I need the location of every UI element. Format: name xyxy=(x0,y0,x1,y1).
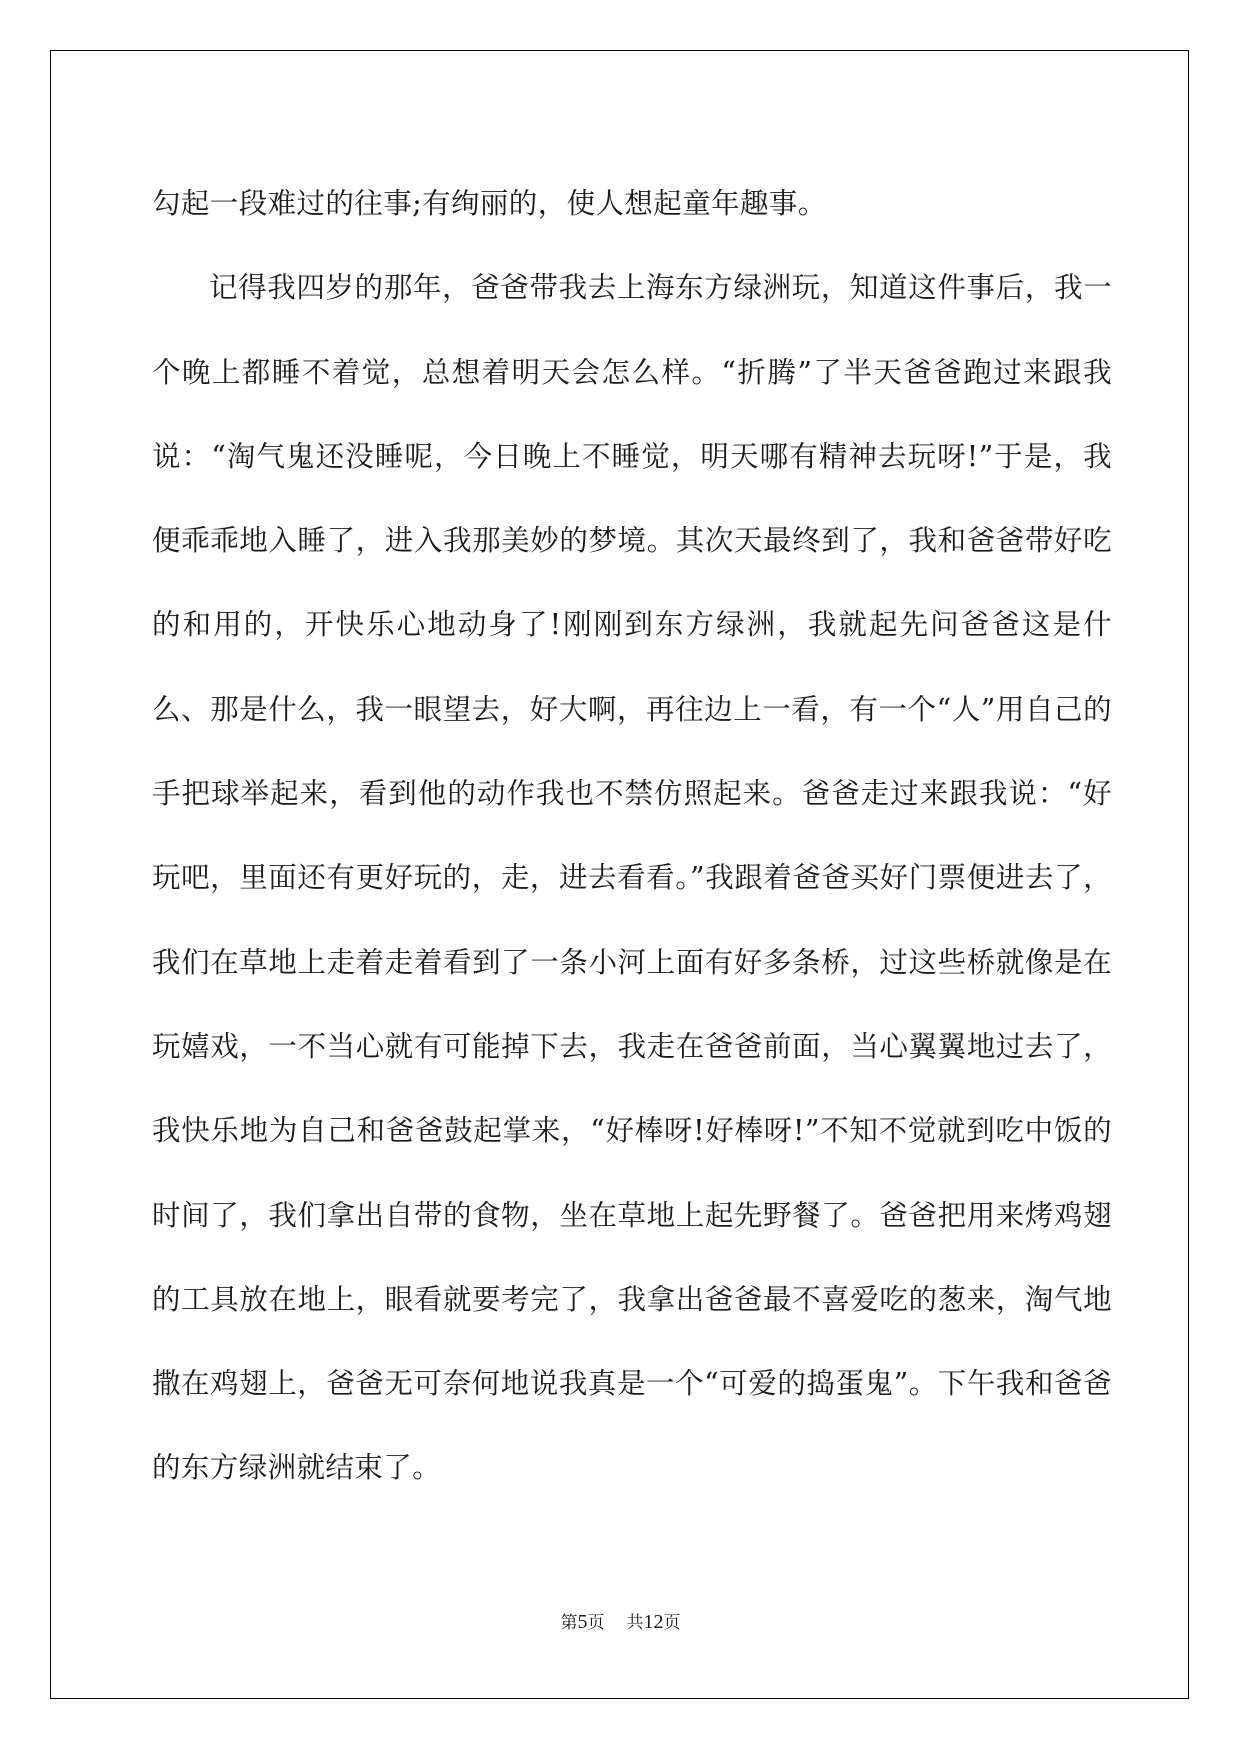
document-body xyxy=(152,162,1112,1511)
page-number: 5 xyxy=(577,1611,588,1633)
total-pages: 12 xyxy=(643,1611,664,1633)
page-suffix: 页 xyxy=(587,1613,605,1633)
page-prefix: 第 xyxy=(560,1613,578,1633)
total-suffix: 页 xyxy=(663,1613,681,1633)
total-prefix: 共 xyxy=(626,1613,644,1633)
paragraph-1: 勾起一段难过的往事;有绚丽的，使人想起童年趣事。 xyxy=(152,187,827,220)
page-footer xyxy=(0,1610,1241,1635)
paragraph-2: 记得我四岁的那年，爸爸带我去上海东方绿洲玩，知道这件事后，我一个晚上都睡不着觉，总想着明天会怎么样。“折腾”了半天爸爸跑过来跟我说：“淘气鬼还没睡呢，今日晚上不睡觉，明天哪有精神去玩呀!”于是，我便乖乖地入睡了，进入我那美妙的梦境。其次天最终到了，我和爸爸带好吃的和用的，开快乐心地动身了!刚刚到东方绿洲，我就起先问爸爸这是什么、那是什么，我一眼望去，好大啊，再往边上一看，有一个“人”用自己的手把球举起来，看到他的动作我也不禁仿照起来。爸爸走过来跟我说：“好玩吧，里面还有更好玩的，走，进去看看。”我跟着爸爸买好门票便进去了，我们在草地上走着走着看到了一条小河上面有好多条桥，过这些桥就像是在玩嬉戏，一不当心就有可能掉下去，我走在爸爸前面，当心翼翼地过去了，我快乐地为自己和爸爸鼓起掌来，“好棒呀!好棒呀!”不知不觉就到吃中饭的时间了，我们拿出自带的食物，坐在草地上起先野餐了。爸爸把用来烤鸡翅的工具放在地上，眼看就要考完了，我拿出爸爸最不喜爱吃的葱来，淘气地撒在鸡翅上，爸爸无可奈何地说我真是一个“可爱的捣蛋鬼”。下午我和爸爸的东方绿洲就结束了。 xyxy=(152,271,1112,1485)
